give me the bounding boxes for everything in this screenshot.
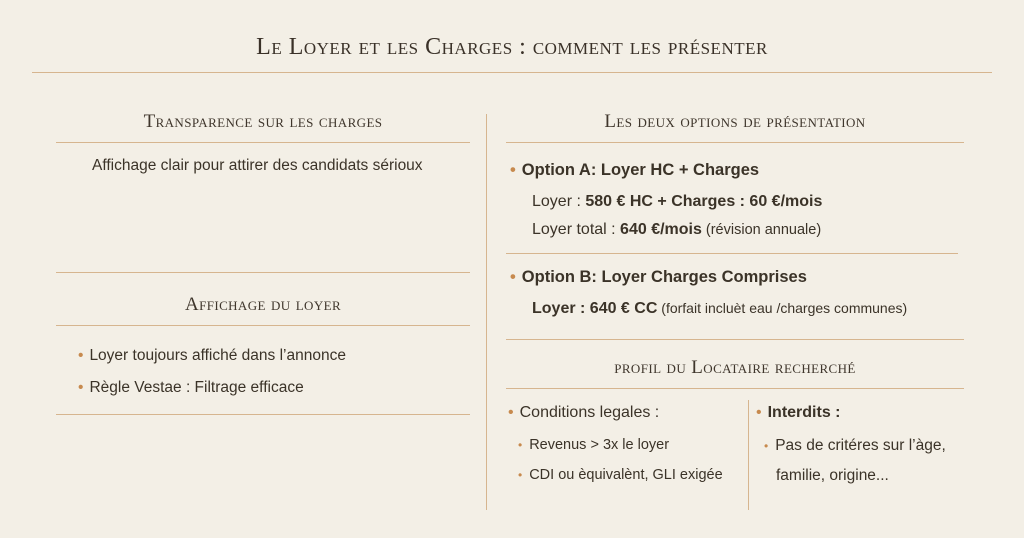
- transparency-heading: Transparence sur les charges: [143, 111, 383, 132]
- bullet-icon: •: [78, 347, 84, 364]
- profile-heading: profil du Locataire recherché: [614, 357, 856, 378]
- options-divider: [506, 142, 964, 143]
- bullet-icon: •: [764, 439, 769, 453]
- rent-display-heading: Affichage du loyer: [184, 294, 342, 315]
- transparency-divider: [56, 142, 470, 143]
- profile-divider: [506, 388, 964, 389]
- option-a-line2: Loyer total : 640 €/mois (révision annuale): [532, 221, 822, 238]
- column-divider: [486, 114, 487, 510]
- transparency-text: Affichage clair pour attirer des candidats sérioux: [92, 157, 423, 174]
- forbidden-label: • Interdits :: [756, 404, 841, 421]
- title-divider: [32, 72, 992, 73]
- bullet-icon: •: [78, 379, 84, 396]
- option-a-line1: Loyer : 580 € HC + Charges : 60 €/mois: [532, 193, 823, 210]
- page-title: Le Loyer et les Charges : comment les présenter: [256, 34, 768, 60]
- conditions-label: • Conditions legales :: [508, 404, 660, 421]
- option-a-divider: [506, 253, 958, 254]
- bullet-icon: •: [518, 468, 523, 482]
- list-item: • Loyer toujours affiché dans l’annonce: [78, 347, 346, 364]
- list-item: familie, origine...: [776, 467, 889, 484]
- list-item: • Pas de critéres sur l’àge,: [764, 437, 946, 454]
- bullet-icon: •: [756, 404, 762, 421]
- bullet-icon: •: [518, 438, 523, 452]
- bullet-icon: •: [510, 161, 516, 179]
- left-mid-divider: [56, 272, 470, 273]
- list-item: • CDI ou èquivalènt, GLI exigée: [518, 467, 723, 483]
- profile-column-divider: [748, 400, 749, 510]
- list-item: • Revenus > 3x le loyer: [518, 437, 670, 453]
- bullet-icon: •: [510, 268, 516, 286]
- option-b-label: • Option B: Loyer Charges Comprises: [510, 268, 807, 286]
- left-bottom-divider: [56, 414, 470, 415]
- rent-display-divider: [56, 325, 470, 326]
- option-a-label: • Option A: Loyer HC + Charges: [510, 161, 760, 179]
- option-b-divider: [506, 339, 964, 340]
- options-heading: Les deux options de présentation: [604, 111, 866, 132]
- option-b-line: Loyer : 640 € CC (forfait incluèt eau /charges communes): [532, 300, 908, 317]
- bullet-icon: •: [508, 404, 514, 421]
- list-item: • Règle Vestae : Filtrage efficace: [78, 379, 304, 396]
